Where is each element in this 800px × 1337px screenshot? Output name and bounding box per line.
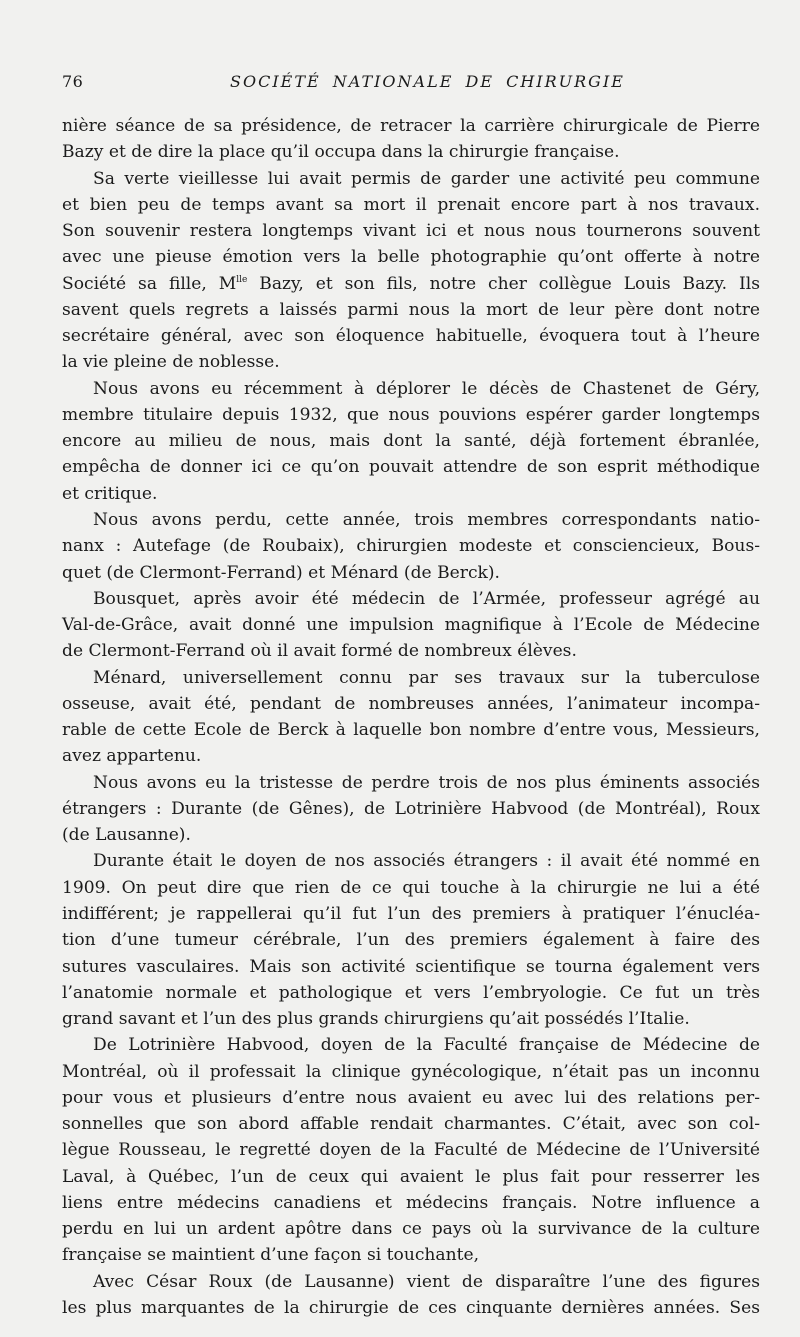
- running-title: SOCIÉTÉ NATIONALE DE CHIRURGIE: [230, 72, 625, 91]
- text-line: Sa verte vieillesse lui avait permis de garder une activité peu commune: [93, 168, 760, 189]
- text-line: sutures vasculaires. Mais son activité scientifique se tourna également vers: [62, 956, 760, 977]
- text-line: avez appartenu.: [62, 746, 202, 767]
- text-line: Bousquet, après avoir été médecin de l’Armée, professeur agrégé au: [93, 588, 760, 609]
- text-line: quet (de Clermont-Ferrand) et Ménard (de Berck).: [62, 562, 500, 583]
- superscript-abbreviation: lle: [236, 274, 248, 285]
- text-line: les plus marquantes de la chirurgie de ces cinquante dernières années. Ses: [62, 1297, 760, 1318]
- text-line: liens entre médecins canadiens et médecins français. Notre influence a: [62, 1192, 760, 1213]
- text-line: Ménard, universellement connu par ses travaux sur la tuberculose: [93, 667, 760, 688]
- text-line: grand savant et l’un des plus grands chirurgiens qu’ait possédés l’Italie.: [62, 1009, 690, 1030]
- text-line: Laval, à Québec, l’un de ceux qui avaient le plus fait pour resserrer les: [62, 1166, 760, 1187]
- text-line: osseuse, avait été, pendant de nombreuses années, l’animateur incompa-: [62, 693, 760, 714]
- text-line: membre titulaire depuis 1932, que nous pouvions espérer garder longtemps: [62, 404, 760, 425]
- line-segment: Bazy, et son fils, notre cher collègue Louis Bazy. Ils: [247, 273, 760, 294]
- text-line: étrangers : Durante (de Gênes), de Lotrinière Habvood (de Montréal), Roux: [62, 798, 760, 819]
- text-line: sonnelles que son abord affable rendait charmantes. C’était, avec son col-: [62, 1114, 760, 1135]
- text-line: lègue Rousseau, le regretté doyen de la Faculté de Médecine de l’Université: [62, 1140, 760, 1161]
- text-line: pour vous et plusieurs d’entre nous avaient eu avec lui des relations per-: [62, 1087, 760, 1108]
- text-line: empêcha de donner ici ce qu’on pouvait attendre de son esprit méthodique: [62, 457, 760, 478]
- text-line: Val-de-Grâce, avait donné une impulsion magnifique à l’Ecole de Médecine: [62, 615, 760, 636]
- text-line: Durante était le doyen de nos associés étrangers : il avait été nommé en: [93, 851, 760, 872]
- text-line: nanx : Autefage (de Roubaix), chirurgien modeste et consciencieux, Bous-: [62, 536, 760, 557]
- text-line: Nous avons eu récemment à déplorer le décès de Chastenet de Géry,: [93, 378, 760, 399]
- text-line: tion d’une tumeur cérébrale, l’un des premiers également à faire des: [62, 930, 760, 951]
- text-line: et bien peu de temps avant sa mort il prenait encore part à nos travaux.: [62, 194, 760, 215]
- text-line: Bazy et de dire la place qu’il occupa dans la chirurgie française.: [62, 142, 620, 163]
- text-line: Nous avons eu la tristesse de perdre trois de nos plus éminents associés: [93, 772, 760, 793]
- text-line: encore au milieu de nous, mais dont la santé, déjà fortement ébranlée,: [62, 431, 760, 452]
- text-line: Son souvenir restera longtemps vivant ici et nous nous tournerons souvent: [62, 221, 760, 242]
- page-header: [62, 72, 760, 96]
- text-line: Montréal, où il professait la clinique gynécologique, n’était pas un inconnu: [62, 1061, 760, 1082]
- page-number: 76: [62, 72, 84, 91]
- text-line-with-superscript: [62, 271, 760, 297]
- text-line: et critique.: [62, 483, 158, 504]
- line-segment: Société sa fille, M: [62, 273, 237, 294]
- text-line: De Lotrinière Habvood, doyen de la Faculté française de Médecine de: [93, 1035, 760, 1056]
- text-line: secrétaire général, avec son éloquence habituelle, évoquera tout à l’heure: [62, 326, 760, 347]
- text-line: savent quels regrets a laissés parmi nous la mort de leur père dont notre: [62, 299, 760, 320]
- text-line: française se maintient d’une façon si touchante,: [62, 1245, 480, 1266]
- text-line: rable de cette Ecole de Berck à laquelle bon nombre d’entre vous, Messieurs,: [62, 720, 760, 741]
- text-line: la vie pleine de noblesse.: [62, 352, 280, 373]
- text-line: indifférent; je rappellerai qu’il fut l’un des premiers à pratiquer l’énucléa-: [62, 903, 760, 924]
- text-line: avec une pieuse émotion vers la belle photographie qu’ont offerte à notre: [62, 247, 760, 268]
- body-text: [62, 113, 760, 1321]
- text-line: l’anatomie normale et pathologique et vers l’embryologie. Ce fut un très: [62, 982, 760, 1003]
- text-line: de Clermont-Ferrand où il avait formé de nombreux élèves.: [62, 641, 577, 662]
- text-line: Avec César Roux (de Lausanne) vient de disparaître l’une des figures: [93, 1271, 760, 1292]
- text-line: Nous avons perdu, cette année, trois membres correspondants natio-: [93, 509, 760, 530]
- text-line: (de Lausanne).: [62, 825, 191, 846]
- text-line: 1909. On peut dire que rien de ce qui touche à la chirurgie ne lui a été: [62, 877, 760, 898]
- text-line: perdu en lui un ardent apôtre dans ce pays où la survivance de la culture: [62, 1219, 760, 1240]
- text-line: nière séance de sa présidence, de retracer la carrière chirurgicale de Pierre: [62, 116, 760, 136]
